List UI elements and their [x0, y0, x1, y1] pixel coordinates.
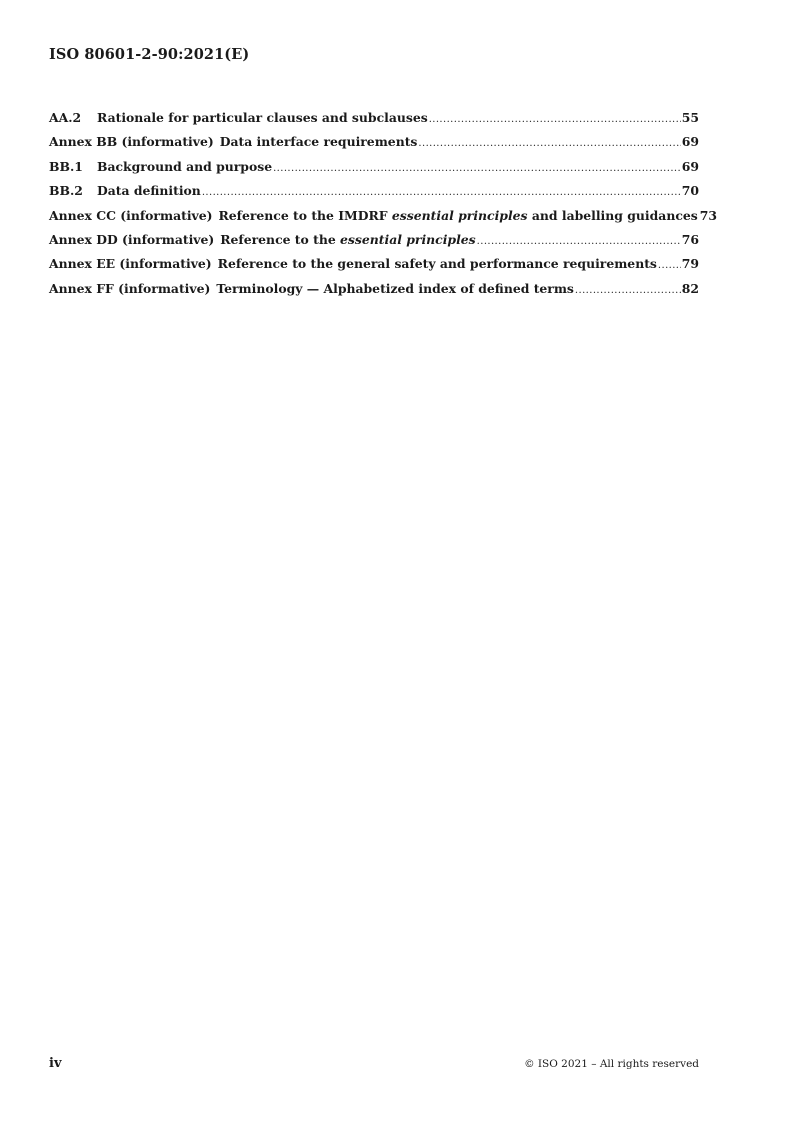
- toc-entry-page: 79: [681, 256, 699, 272]
- toc-entry-page: 73: [699, 207, 717, 223]
- table-of-contents: [49, 110, 717, 305]
- toc-entry-number: Annex CC (informative): [49, 207, 213, 223]
- footer-page-number: iv: [49, 1056, 62, 1071]
- dot-leader: [575, 285, 681, 296]
- toc-entry-title: Data definition: [97, 183, 201, 199]
- toc-entry-aa2[interactable]: [49, 110, 699, 134]
- toc-entry-bb1[interactable]: [49, 159, 699, 183]
- toc-entry-number: Annex EE (informative): [49, 256, 212, 272]
- toc-entry-annex-bb[interactable]: [49, 134, 699, 158]
- dot-leader: [273, 163, 681, 174]
- toc-entry-page: 55: [681, 110, 699, 125]
- toc-entry-number: AA.2: [49, 110, 82, 125]
- toc-entry-number: Annex FF (informative): [49, 280, 211, 296]
- toc-entry-number: Annex DD (informative): [49, 231, 215, 247]
- document-header: ISO 80601-2-90:2021(E): [49, 46, 250, 63]
- toc-entry-title-italic: essential principles: [340, 231, 476, 247]
- toc-entry-title: Reference to the IMDRF essential principles and labelling guidances: [218, 207, 698, 223]
- toc-entry-number: BB.2: [49, 183, 83, 199]
- toc-entry-title: Data interface requirements: [219, 134, 418, 150]
- toc-entry-title: Reference to the general safety and performance requirements: [217, 256, 657, 272]
- toc-entry-title-italic: essential principles: [391, 207, 528, 223]
- toc-entry-annex-ff[interactable]: [49, 281, 699, 305]
- dot-leader: [658, 260, 681, 271]
- toc-entry-title: Rationale for particular clauses and subclauses: [97, 110, 428, 125]
- toc-entry-title: Reference to the essential principles: [220, 231, 476, 247]
- toc-entry-annex-cc[interactable]: [49, 207, 717, 232]
- dot-leader: [477, 236, 681, 247]
- toc-entry-title: Terminology — Alphabetized index of defined terms: [216, 280, 574, 296]
- dot-leader: [202, 187, 681, 198]
- toc-entry-number: Annex BB (informative): [49, 134, 214, 150]
- toc-entry-page: 82: [681, 280, 699, 296]
- footer-copyright: © ISO 2021 – All rights reserved: [524, 1058, 699, 1070]
- toc-entry-annex-ee[interactable]: [49, 256, 699, 280]
- toc-entry-title: Background and purpose: [97, 158, 273, 174]
- dot-leader: [418, 138, 680, 149]
- toc-entry-bb2[interactable]: [49, 183, 699, 207]
- toc-entry-annex-dd[interactable]: [49, 232, 699, 256]
- toc-entry-page: 69: [681, 134, 699, 150]
- toc-entry-page: 70: [681, 183, 699, 199]
- dot-leader: [429, 114, 681, 125]
- toc-entry-page: 69: [681, 158, 699, 174]
- toc-entry-number: BB.1: [49, 158, 83, 174]
- toc-entry-page: 76: [681, 231, 699, 247]
